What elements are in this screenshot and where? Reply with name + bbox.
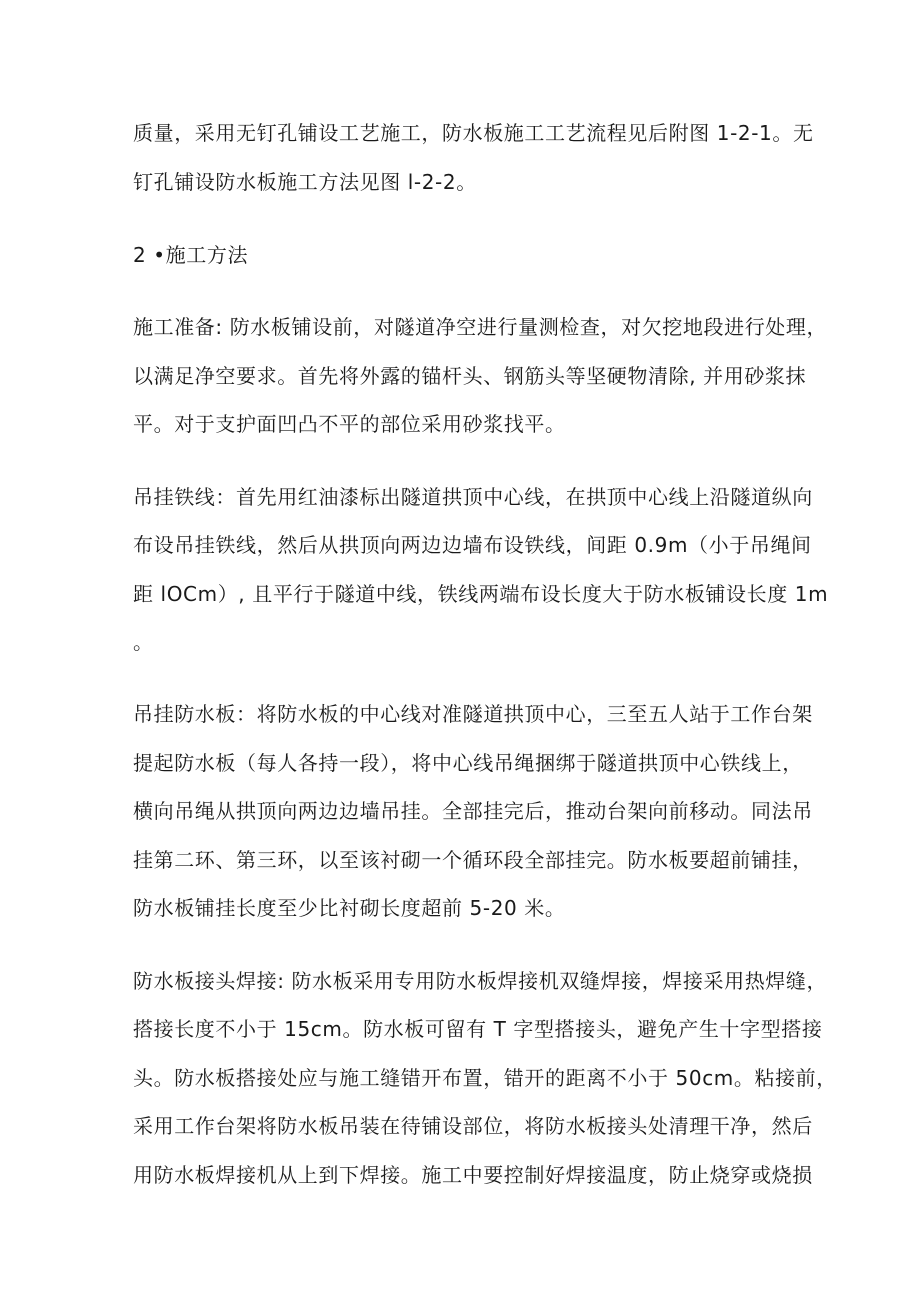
hanging-wire-line-2: 布设吊挂铁线，然后从拱顶向两边边墙布设铁线，间距 0.9m（小于吊绳间 xyxy=(133,533,812,557)
intro-line-1: 质量，采用无钉孔铺设工艺施工，防水板施工工艺流程见后附图 1-2-1。无 xyxy=(133,121,814,145)
hanging-board-line-5: 防水板铺挂长度至少比衬砌长度超前 5-20 米。 xyxy=(133,896,566,920)
preparation-line-3: 平。对于支护面凹凸不平的部位采用砂浆找平。 xyxy=(133,412,566,436)
hanging-board-line-3: 横向吊绳从拱顶向两边边墙吊挂。全部挂完后，推动台架向前移动。同法吊 xyxy=(133,799,813,823)
hanging-wire-line-3: 距 lOCm）, 且平行于隧道中线，铁线两端布设长度大于防水板铺设长度 1m xyxy=(133,582,829,606)
hanging-board-line-2: 提起防水板（每人各持一段），将中心线吊绳捆绑于隧道拱顶中心铁线上， xyxy=(133,751,803,775)
section-heading: 2 •施工方法 xyxy=(133,243,249,267)
preparation-line-1: 施工准备: 防水板铺设前，对隧道净空进行量测检查，对欠挖地段进行处理， xyxy=(133,315,828,339)
hanging-board-line-1: 吊挂防水板：将防水板的中心线对准隧道拱顶中心，三至五人站于工作台架 xyxy=(133,702,813,726)
welding-line-3: 头。防水板搭接处应与施工缝错开布置，错开的距离不小于 50cm。粘接前， xyxy=(133,1066,837,1090)
preparation-line-2: 以满足净空要求。首先将外露的锚杆头、钢筋头等坚硬物清除, 并用砂浆抹 xyxy=(133,364,807,388)
welding-line-4: 采用工作台架将防水板吊装在待铺设部位，将防水板接头处清理干净，然后 xyxy=(133,1114,813,1138)
welding-line-2: 搭接长度不小于 15cm。防水板可留有 T 字型搭接头，避免产生十字型搭接 xyxy=(133,1017,823,1041)
welding-line-1: 防水板接头焊接: 防水板采用专用防水板焊接机双缝焊接，焊接采用热焊缝， xyxy=(133,969,828,993)
hanging-board-line-4: 挂第二环、第三环，以至该衬砌一个循环段全部挂完。防水板要超前铺挂， xyxy=(133,848,813,872)
hanging-wire-line-1: 吊挂铁线：首先用红油漆标出隧道拱顶中心线，在拱顶中心线上沿隧道纵向 xyxy=(133,485,813,509)
hanging-wire-line-4: 。 xyxy=(133,630,154,654)
intro-line-2: 钉孔铺设防水板施工方法见图 l-2-2。 xyxy=(133,170,477,194)
welding-line-5: 用防水板焊接机从上到下焊接。施工中要控制好焊接温度，防止烧穿或烧损 xyxy=(133,1163,813,1187)
